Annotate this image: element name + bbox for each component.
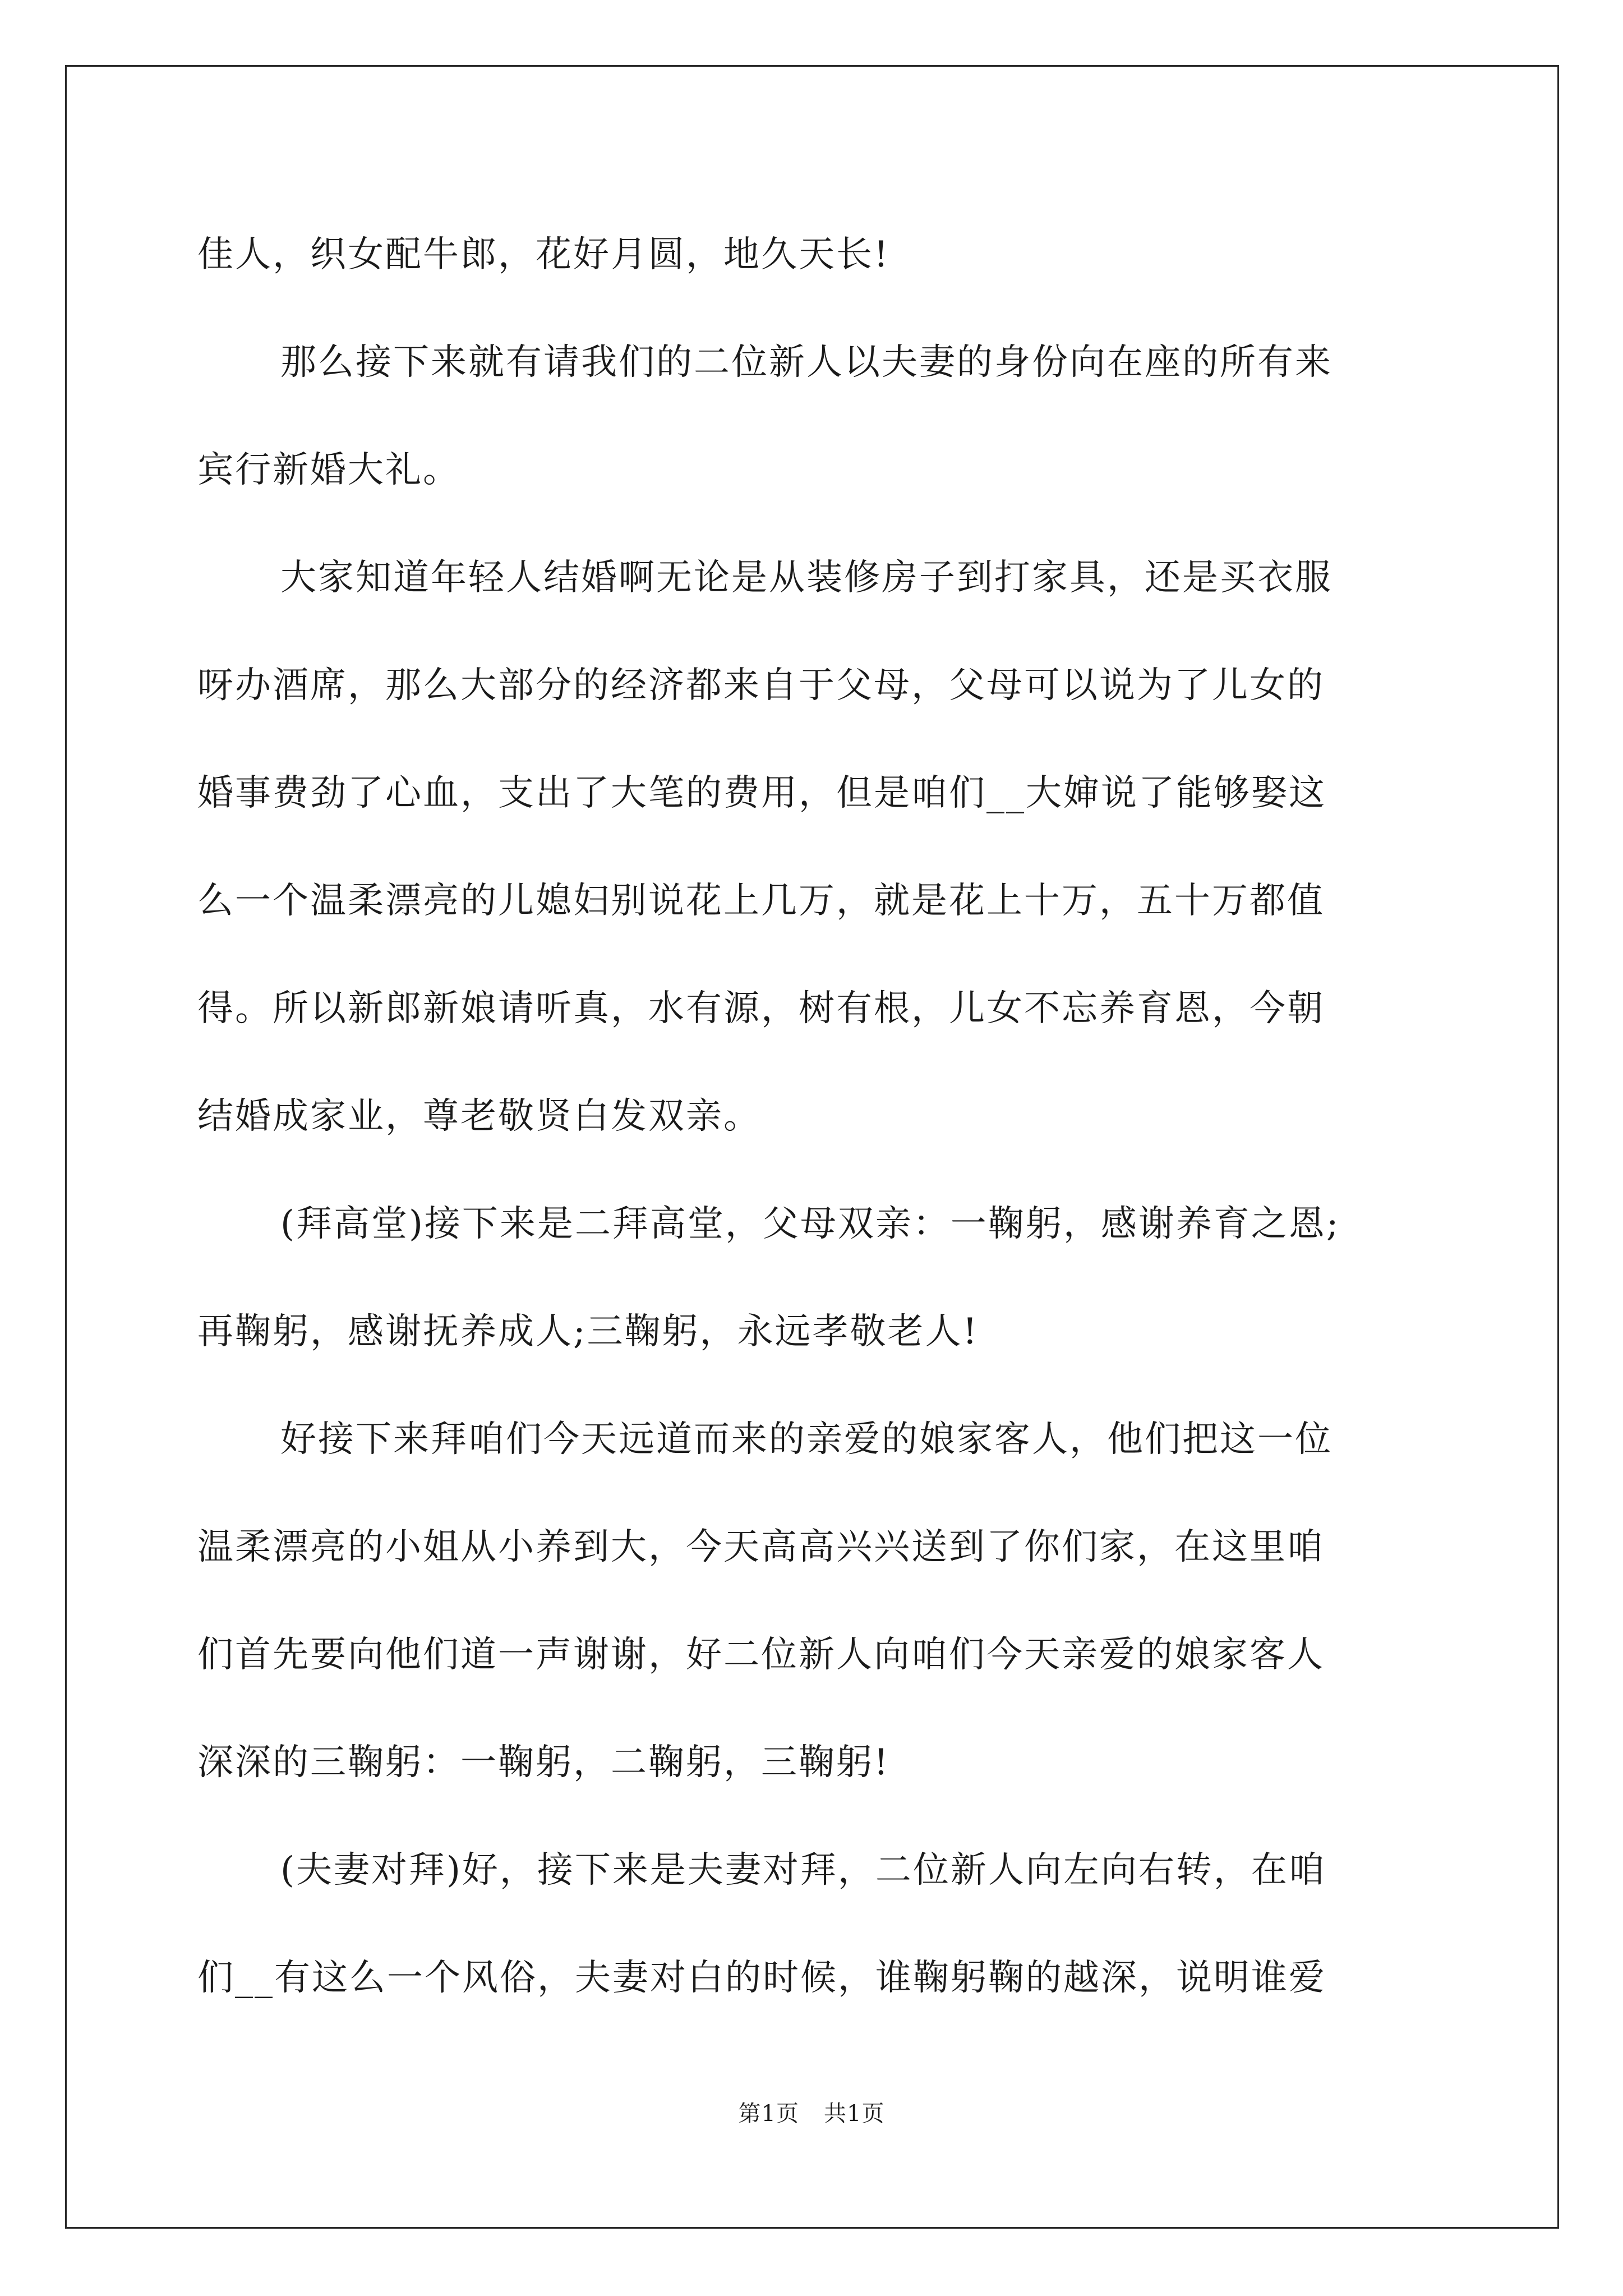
text-line: 宾行新婚大礼。 <box>197 449 460 491</box>
text-line: 温柔漂亮的小姐从小养到大，今天高高兴兴送到了你们家，在这里咱 <box>197 1526 1325 1568</box>
text-line: 大家知道年轻人结婚啊无论是从装修房子到打家具，还是买衣服 <box>280 557 1332 599</box>
text-line: 佳人，织女配牛郎，花好月圆，地久天长! <box>197 234 890 275</box>
document-body <box>197 201 1442 2032</box>
text-line: 呀办酒席，那么大部分的经济都来自于父母，父母可以说为了儿女的 <box>197 665 1325 706</box>
text-line: 那么接下来就有请我们的二位新人以夫妻的身份向在座的所有来 <box>280 342 1332 383</box>
page-footer <box>0 2096 1623 2128</box>
text-line: (夫妻对拜)好，接下来是夫妻对拜，二位新人向左向右转，在咱 <box>280 1849 1326 1891</box>
text-line: 婚事费劲了心血，支出了大笔的费用，但是咱们__大婶说了能够娶这 <box>197 772 1326 814</box>
text-line: 再鞠躬，感谢抚养成人;三鞠躬，永远孝敬老人! <box>197 1311 979 1352</box>
text-line: 们首先要向他们道一声谢谢，好二位新人向咱们今天亲爱的娘家客人 <box>197 1634 1325 1676</box>
text-line: 得。所以新郎新娘请听真，水有源，树有根，儿女不忘养育恩，今朝 <box>197 988 1325 1029</box>
text-line: 深深的三鞠躬：一鞠躬，二鞠躬，三鞠躬! <box>197 1742 890 1783</box>
page-total: 共1页 <box>824 2101 885 2127</box>
text-line: 好接下来拜咱们今天远道而来的亲爱的娘家客人，他们把这一位 <box>280 1419 1332 1460</box>
text-line: 结婚成家业，尊老敬贤白发双亲。 <box>197 1096 761 1137</box>
text-line: 么一个温柔漂亮的儿媳妇别说花上几万，就是花上十万，五十万都值 <box>197 880 1325 922</box>
text-line: 们__有这么一个风俗，夫妻对白的时候，谁鞠躬鞠的越深，说明谁爱 <box>197 1957 1326 1999</box>
page-number: 第1页 <box>738 2101 799 2127</box>
text-line: (拜高堂)接下来是二拜高堂，父母双亲：一鞠躬，感谢养育之恩; <box>280 1203 1340 1245</box>
